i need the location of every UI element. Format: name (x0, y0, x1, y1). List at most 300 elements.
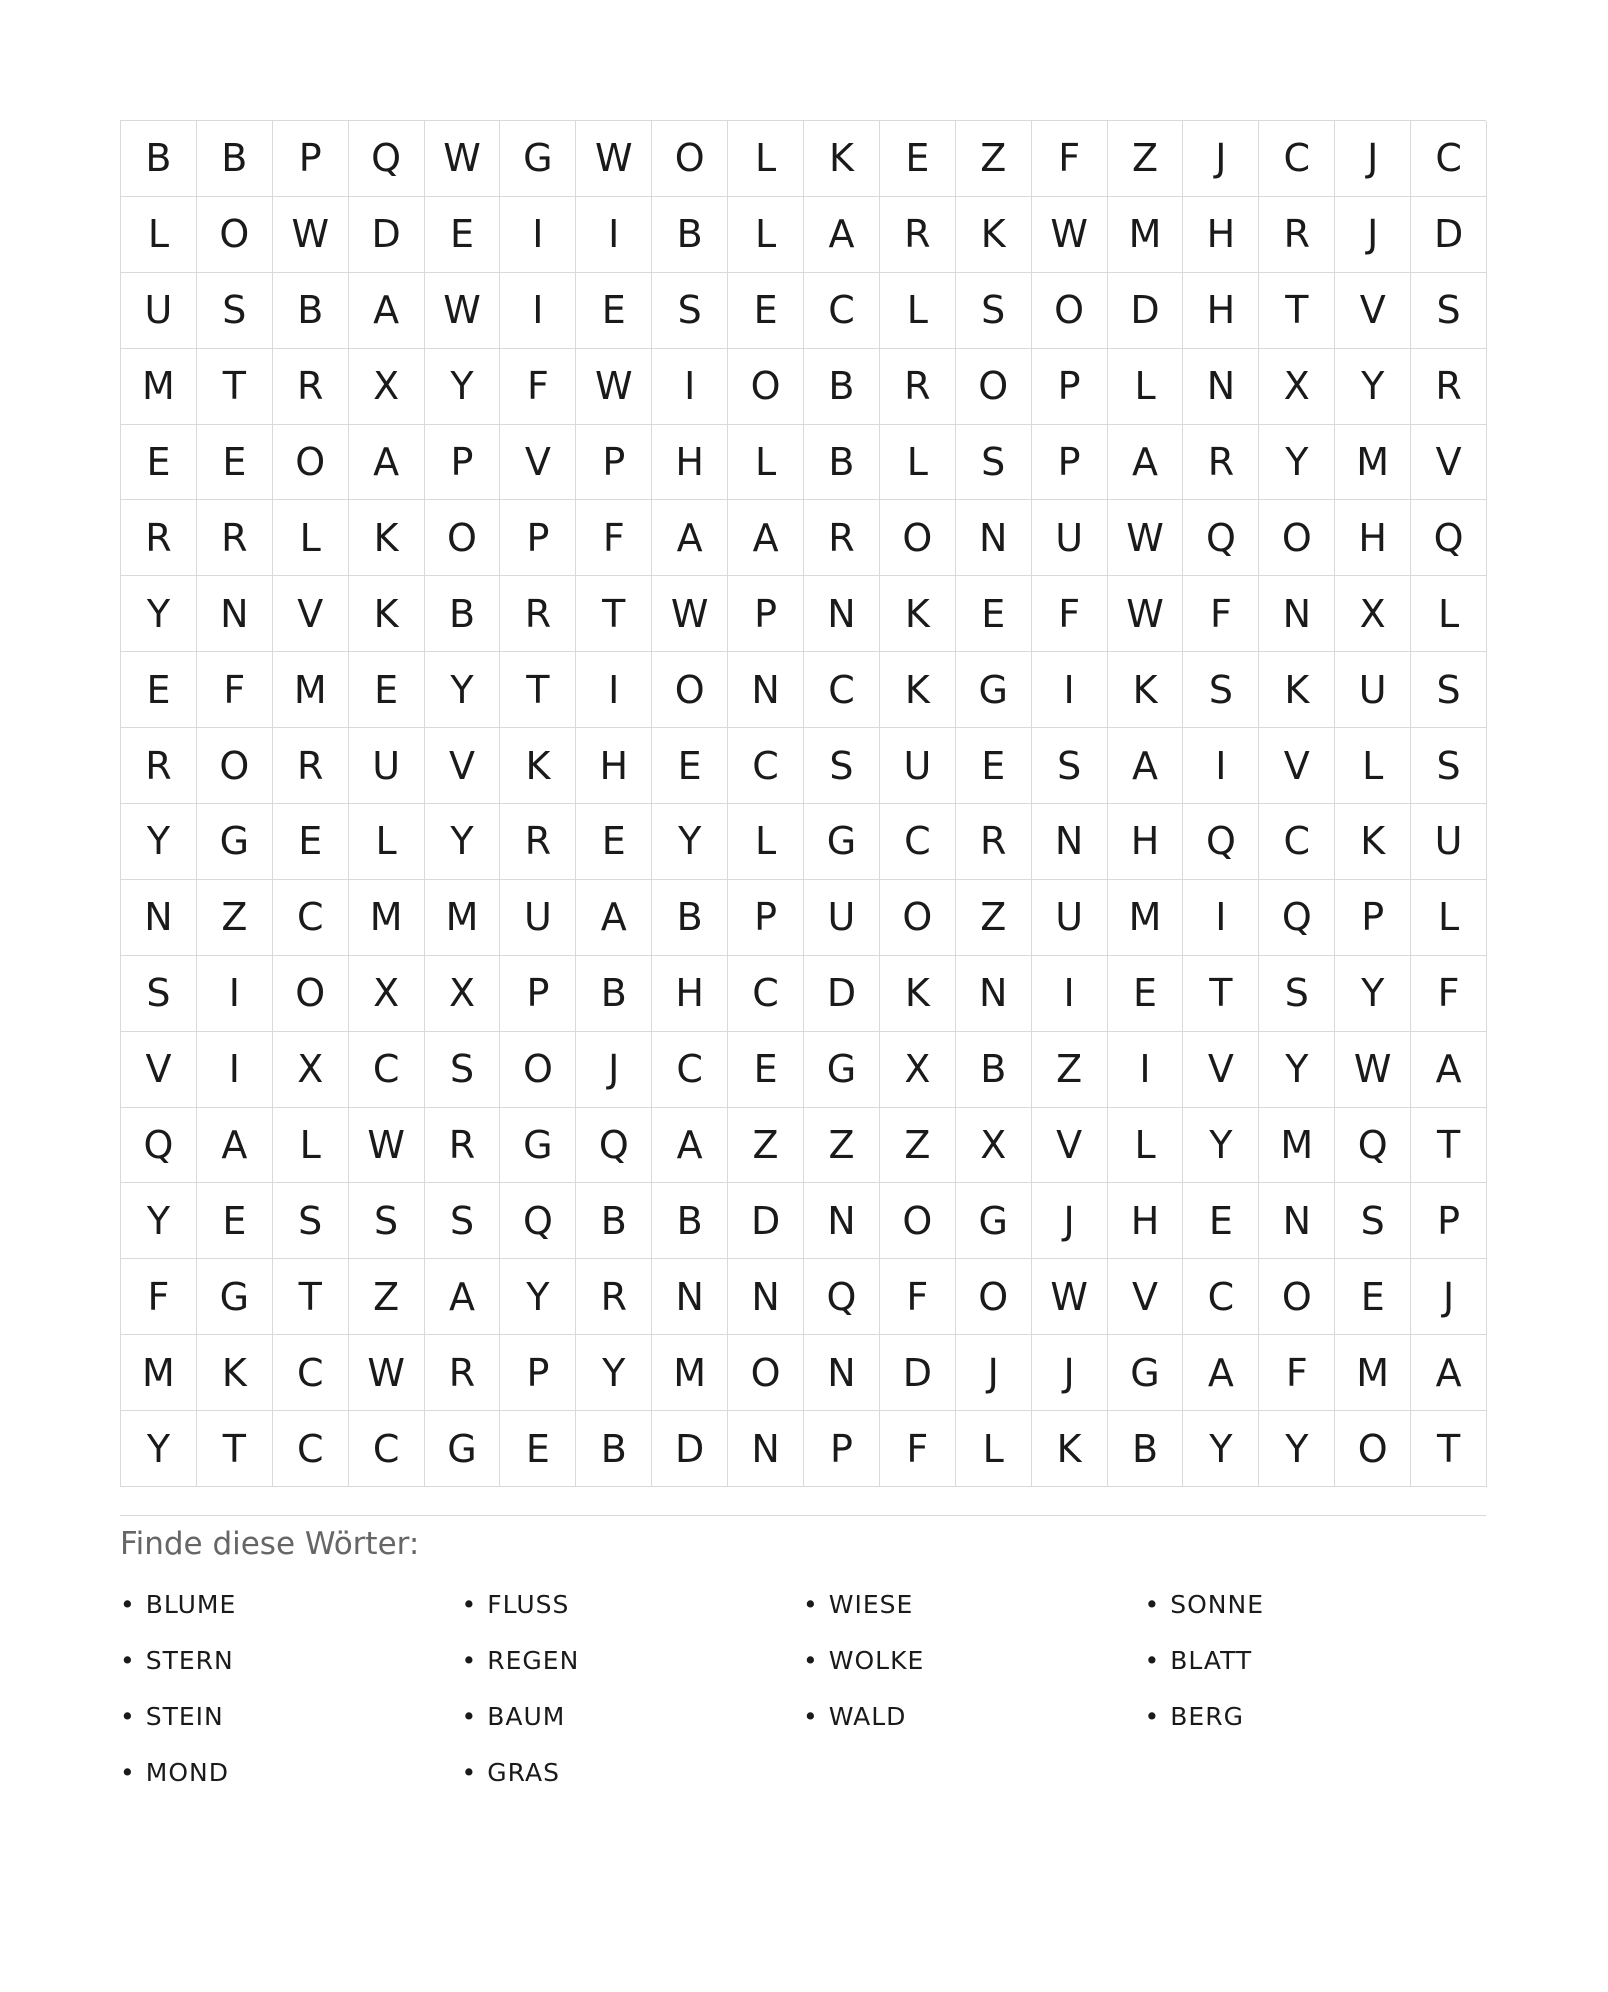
grid-cell[interactable]: L (728, 425, 804, 501)
grid-cell[interactable]: Y (121, 576, 197, 652)
grid-cell[interactable]: M (1259, 1108, 1335, 1184)
grid-cell[interactable]: W (1108, 500, 1184, 576)
grid-cell[interactable]: N (1032, 804, 1108, 880)
grid-cell[interactable]: T (576, 576, 652, 652)
grid-cell[interactable]: S (273, 1183, 349, 1259)
grid-cell[interactable]: B (576, 1411, 652, 1487)
grid-cell[interactable]: N (728, 1259, 804, 1335)
grid-cell[interactable]: R (425, 1335, 501, 1411)
grid-cell[interactable]: I (1032, 956, 1108, 1032)
grid-cell[interactable]: U (880, 728, 956, 804)
grid-cell[interactable]: D (349, 197, 425, 273)
grid-cell[interactable]: U (804, 880, 880, 956)
grid-cell[interactable]: P (500, 500, 576, 576)
grid-cell[interactable]: N (956, 500, 1032, 576)
grid-cell[interactable]: O (652, 121, 728, 197)
grid-cell[interactable]: T (1183, 956, 1259, 1032)
grid-cell[interactable]: N (728, 1411, 804, 1487)
grid-cell[interactable]: S (804, 728, 880, 804)
grid-cell[interactable]: O (197, 728, 273, 804)
grid-cell[interactable]: X (1335, 576, 1411, 652)
grid-cell[interactable]: O (500, 1032, 576, 1108)
grid-cell[interactable]: K (880, 576, 956, 652)
grid-cell[interactable]: L (1108, 349, 1184, 425)
grid-cell[interactable]: E (121, 652, 197, 728)
grid-cell[interactable]: L (1411, 880, 1487, 956)
grid-cell[interactable]: L (1108, 1108, 1184, 1184)
grid-cell[interactable]: X (956, 1108, 1032, 1184)
grid-cell[interactable]: C (1183, 1259, 1259, 1335)
grid-cell[interactable]: Z (197, 880, 273, 956)
grid-cell[interactable]: I (576, 652, 652, 728)
grid-cell[interactable]: C (1259, 121, 1335, 197)
grid-cell[interactable]: W (1032, 197, 1108, 273)
grid-cell[interactable]: B (804, 349, 880, 425)
grid-cell[interactable]: O (1259, 500, 1335, 576)
grid-cell[interactable]: L (728, 197, 804, 273)
grid-cell[interactable]: F (197, 652, 273, 728)
grid-cell[interactable]: H (1108, 1183, 1184, 1259)
grid-cell[interactable]: C (1259, 804, 1335, 880)
grid-cell[interactable]: Y (652, 804, 728, 880)
grid-cell[interactable]: M (121, 349, 197, 425)
grid-cell[interactable]: O (273, 956, 349, 1032)
grid-cell[interactable]: B (956, 1032, 1032, 1108)
grid-cell[interactable]: E (197, 425, 273, 501)
grid-cell[interactable]: K (1032, 1411, 1108, 1487)
grid-cell[interactable]: B (197, 121, 273, 197)
grid-cell[interactable]: R (1183, 425, 1259, 501)
grid-cell[interactable]: G (197, 804, 273, 880)
grid-cell[interactable]: M (1335, 1335, 1411, 1411)
grid-cell[interactable]: O (728, 349, 804, 425)
grid-cell[interactable]: O (273, 425, 349, 501)
grid-cell[interactable]: G (956, 1183, 1032, 1259)
grid-cell[interactable]: R (956, 804, 1032, 880)
grid-cell[interactable]: R (273, 728, 349, 804)
grid-cell[interactable]: F (880, 1411, 956, 1487)
grid-cell[interactable]: Z (956, 880, 1032, 956)
grid-cell[interactable]: N (804, 1335, 880, 1411)
grid-cell[interactable]: B (804, 425, 880, 501)
grid-cell[interactable]: A (1411, 1335, 1487, 1411)
grid-cell[interactable]: R (576, 1259, 652, 1335)
grid-cell[interactable]: C (273, 1335, 349, 1411)
grid-cell[interactable]: V (1108, 1259, 1184, 1335)
grid-cell[interactable]: E (576, 804, 652, 880)
grid-cell[interactable]: W (1032, 1259, 1108, 1335)
grid-cell[interactable]: P (425, 425, 501, 501)
grid-cell[interactable]: S (1411, 273, 1487, 349)
grid-cell[interactable]: Y (121, 1411, 197, 1487)
grid-cell[interactable]: K (880, 956, 956, 1032)
grid-cell[interactable]: R (880, 197, 956, 273)
grid-cell[interactable]: V (1335, 273, 1411, 349)
grid-cell[interactable]: Y (1335, 956, 1411, 1032)
grid-cell[interactable]: N (121, 880, 197, 956)
grid-cell[interactable]: E (197, 1183, 273, 1259)
grid-cell[interactable]: X (349, 349, 425, 425)
grid-cell[interactable]: S (1411, 652, 1487, 728)
grid-cell[interactable]: Y (500, 1259, 576, 1335)
grid-cell[interactable]: E (1108, 956, 1184, 1032)
grid-cell[interactable]: R (804, 500, 880, 576)
grid-cell[interactable]: S (956, 425, 1032, 501)
grid-cell[interactable]: V (1411, 425, 1487, 501)
grid-cell[interactable]: A (652, 1108, 728, 1184)
grid-cell[interactable]: R (880, 349, 956, 425)
grid-cell[interactable]: F (880, 1259, 956, 1335)
grid-cell[interactable]: E (956, 576, 1032, 652)
grid-cell[interactable]: A (349, 273, 425, 349)
grid-cell[interactable]: Q (1335, 1108, 1411, 1184)
grid-cell[interactable]: O (880, 500, 956, 576)
grid-cell[interactable]: N (1183, 349, 1259, 425)
grid-cell[interactable]: V (500, 425, 576, 501)
grid-cell[interactable]: W (652, 576, 728, 652)
grid-cell[interactable]: E (956, 728, 1032, 804)
grid-cell[interactable]: I (1032, 652, 1108, 728)
grid-cell[interactable]: W (1335, 1032, 1411, 1108)
grid-cell[interactable]: G (500, 121, 576, 197)
grid-cell[interactable]: W (576, 349, 652, 425)
grid-cell[interactable]: Y (1259, 425, 1335, 501)
grid-cell[interactable]: S (1032, 728, 1108, 804)
grid-cell[interactable]: Y (1259, 1032, 1335, 1108)
grid-cell[interactable]: H (576, 728, 652, 804)
grid-cell[interactable]: F (1183, 576, 1259, 652)
grid-cell[interactable]: G (1108, 1335, 1184, 1411)
grid-cell[interactable]: Z (1108, 121, 1184, 197)
grid-cell[interactable]: J (956, 1335, 1032, 1411)
grid-cell[interactable]: P (728, 880, 804, 956)
grid-cell[interactable]: F (576, 500, 652, 576)
grid-cell[interactable]: P (500, 1335, 576, 1411)
grid-cell[interactable]: Z (804, 1108, 880, 1184)
grid-cell[interactable]: S (349, 1183, 425, 1259)
grid-cell[interactable]: D (1411, 197, 1487, 273)
grid-cell[interactable]: B (576, 1183, 652, 1259)
grid-cell[interactable]: A (652, 500, 728, 576)
grid-cell[interactable]: T (1411, 1108, 1487, 1184)
grid-cell[interactable]: V (1259, 728, 1335, 804)
grid-cell[interactable]: D (1108, 273, 1184, 349)
grid-cell[interactable]: K (1259, 652, 1335, 728)
grid-cell[interactable]: L (728, 804, 804, 880)
grid-cell[interactable]: M (349, 880, 425, 956)
grid-cell[interactable]: X (349, 956, 425, 1032)
grid-cell[interactable]: C (273, 1411, 349, 1487)
grid-cell[interactable]: M (1335, 425, 1411, 501)
grid-cell[interactable]: G (197, 1259, 273, 1335)
grid-cell[interactable]: K (349, 576, 425, 652)
grid-cell[interactable]: Z (1032, 1032, 1108, 1108)
grid-cell[interactable]: P (1032, 425, 1108, 501)
grid-cell[interactable]: X (1259, 349, 1335, 425)
grid-cell[interactable]: R (121, 500, 197, 576)
grid-cell[interactable]: P (273, 121, 349, 197)
grid-cell[interactable]: G (804, 1032, 880, 1108)
grid-cell[interactable]: L (273, 1108, 349, 1184)
grid-cell[interactable]: Z (349, 1259, 425, 1335)
grid-cell[interactable]: A (576, 880, 652, 956)
grid-cell[interactable]: T (197, 349, 273, 425)
grid-cell[interactable]: A (728, 500, 804, 576)
grid-cell[interactable]: Z (956, 121, 1032, 197)
grid-cell[interactable]: G (500, 1108, 576, 1184)
grid-cell[interactable]: Q (1183, 500, 1259, 576)
grid-cell[interactable]: X (425, 956, 501, 1032)
grid-cell[interactable]: K (349, 500, 425, 576)
grid-cell[interactable]: I (500, 197, 576, 273)
grid-cell[interactable]: O (1259, 1259, 1335, 1335)
grid-cell[interactable]: L (121, 197, 197, 273)
grid-cell[interactable]: J (1411, 1259, 1487, 1335)
grid-cell[interactable]: H (1183, 273, 1259, 349)
grid-cell[interactable]: I (197, 956, 273, 1032)
grid-cell[interactable]: V (1183, 1032, 1259, 1108)
grid-cell[interactable]: L (1335, 728, 1411, 804)
grid-cell[interactable]: R (121, 728, 197, 804)
grid-cell[interactable]: E (728, 273, 804, 349)
grid-cell[interactable]: E (273, 804, 349, 880)
grid-cell[interactable]: T (1411, 1411, 1487, 1487)
grid-cell[interactable]: L (880, 425, 956, 501)
grid-cell[interactable]: N (956, 956, 1032, 1032)
grid-cell[interactable]: C (880, 804, 956, 880)
grid-cell[interactable]: F (121, 1259, 197, 1335)
grid-cell[interactable]: J (1335, 121, 1411, 197)
grid-cell[interactable]: Y (425, 804, 501, 880)
grid-cell[interactable]: M (121, 1335, 197, 1411)
grid-cell[interactable]: O (956, 349, 1032, 425)
grid-cell[interactable]: D (728, 1183, 804, 1259)
grid-cell[interactable]: U (121, 273, 197, 349)
grid-cell[interactable]: O (956, 1259, 1032, 1335)
grid-cell[interactable]: N (728, 652, 804, 728)
grid-cell[interactable]: W (425, 121, 501, 197)
grid-cell[interactable]: K (197, 1335, 273, 1411)
grid-cell[interactable]: P (804, 1411, 880, 1487)
grid-cell[interactable]: O (880, 880, 956, 956)
grid-cell[interactable]: N (1259, 576, 1335, 652)
grid-cell[interactable]: Y (1335, 349, 1411, 425)
grid-cell[interactable]: R (1259, 197, 1335, 273)
grid-cell[interactable]: G (956, 652, 1032, 728)
grid-cell[interactable]: D (880, 1335, 956, 1411)
grid-cell[interactable]: N (804, 576, 880, 652)
grid-cell[interactable]: W (273, 197, 349, 273)
grid-cell[interactable]: S (1259, 956, 1335, 1032)
grid-cell[interactable]: K (804, 121, 880, 197)
grid-cell[interactable]: A (1411, 1032, 1487, 1108)
grid-cell[interactable]: Y (1259, 1411, 1335, 1487)
grid-cell[interactable]: P (576, 425, 652, 501)
grid-cell[interactable]: F (1411, 956, 1487, 1032)
grid-cell[interactable]: Q (349, 121, 425, 197)
grid-cell[interactable]: Y (425, 652, 501, 728)
grid-cell[interactable]: C (652, 1032, 728, 1108)
grid-cell[interactable]: O (728, 1335, 804, 1411)
grid-cell[interactable]: U (1032, 880, 1108, 956)
grid-cell[interactable]: E (728, 1032, 804, 1108)
grid-cell[interactable]: I (500, 273, 576, 349)
grid-cell[interactable]: W (349, 1335, 425, 1411)
grid-cell[interactable]: B (652, 880, 728, 956)
grid-cell[interactable]: H (652, 956, 728, 1032)
grid-cell[interactable]: L (956, 1411, 1032, 1487)
grid-cell[interactable]: G (804, 804, 880, 880)
grid-cell[interactable]: D (804, 956, 880, 1032)
grid-cell[interactable]: E (500, 1411, 576, 1487)
grid-cell[interactable]: W (1108, 576, 1184, 652)
grid-cell[interactable]: T (1259, 273, 1335, 349)
grid-cell[interactable]: I (1183, 880, 1259, 956)
grid-cell[interactable]: H (1108, 804, 1184, 880)
grid-cell[interactable]: O (880, 1183, 956, 1259)
grid-cell[interactable]: F (1032, 121, 1108, 197)
grid-cell[interactable]: P (728, 576, 804, 652)
grid-cell[interactable]: U (1411, 804, 1487, 880)
grid-cell[interactable]: A (197, 1108, 273, 1184)
grid-cell[interactable]: M (652, 1335, 728, 1411)
grid-cell[interactable]: U (500, 880, 576, 956)
grid-cell[interactable]: L (1411, 576, 1487, 652)
grid-cell[interactable]: E (121, 425, 197, 501)
grid-cell[interactable]: S (1411, 728, 1487, 804)
grid-cell[interactable]: Q (121, 1108, 197, 1184)
grid-cell[interactable]: C (804, 652, 880, 728)
grid-cell[interactable]: V (273, 576, 349, 652)
grid-cell[interactable]: U (1335, 652, 1411, 728)
grid-cell[interactable]: R (500, 576, 576, 652)
grid-cell[interactable]: R (425, 1108, 501, 1184)
grid-cell[interactable]: K (880, 652, 956, 728)
grid-cell[interactable]: I (576, 197, 652, 273)
grid-cell[interactable]: Q (1183, 804, 1259, 880)
grid-cell[interactable]: R (1411, 349, 1487, 425)
grid-cell[interactable]: N (804, 1183, 880, 1259)
grid-cell[interactable]: Q (1411, 500, 1487, 576)
grid-cell[interactable]: K (1108, 652, 1184, 728)
grid-cell[interactable]: V (1032, 1108, 1108, 1184)
grid-cell[interactable]: Q (1259, 880, 1335, 956)
grid-cell[interactable]: E (576, 273, 652, 349)
grid-cell[interactable]: S (652, 273, 728, 349)
grid-cell[interactable]: U (1032, 500, 1108, 576)
grid-cell[interactable]: B (425, 576, 501, 652)
grid-cell[interactable]: D (652, 1411, 728, 1487)
grid-cell[interactable]: Y (1183, 1411, 1259, 1487)
grid-cell[interactable]: O (652, 652, 728, 728)
grid-cell[interactable]: A (1108, 728, 1184, 804)
grid-cell[interactable]: M (1108, 197, 1184, 273)
grid-cell[interactable]: Z (728, 1108, 804, 1184)
grid-cell[interactable]: S (1183, 652, 1259, 728)
grid-cell[interactable]: B (121, 121, 197, 197)
grid-cell[interactable]: Y (425, 349, 501, 425)
grid-cell[interactable]: C (804, 273, 880, 349)
grid-cell[interactable]: S (425, 1183, 501, 1259)
grid-cell[interactable]: J (1032, 1183, 1108, 1259)
grid-cell[interactable]: O (197, 197, 273, 273)
grid-cell[interactable]: B (1108, 1411, 1184, 1487)
grid-cell[interactable]: A (425, 1259, 501, 1335)
grid-cell[interactable]: E (349, 652, 425, 728)
grid-cell[interactable]: W (576, 121, 652, 197)
grid-cell[interactable]: G (425, 1411, 501, 1487)
grid-cell[interactable]: S (1335, 1183, 1411, 1259)
grid-cell[interactable]: P (1032, 349, 1108, 425)
grid-cell[interactable]: A (1183, 1335, 1259, 1411)
grid-cell[interactable]: Y (576, 1335, 652, 1411)
grid-cell[interactable]: T (500, 652, 576, 728)
grid-cell[interactable]: E (1335, 1259, 1411, 1335)
grid-cell[interactable]: A (804, 197, 880, 273)
grid-cell[interactable]: H (1335, 500, 1411, 576)
grid-cell[interactable]: C (728, 728, 804, 804)
grid-cell[interactable]: Q (804, 1259, 880, 1335)
grid-cell[interactable]: W (349, 1108, 425, 1184)
grid-cell[interactable]: F (1032, 576, 1108, 652)
grid-cell[interactable]: E (652, 728, 728, 804)
grid-cell[interactable]: C (273, 880, 349, 956)
grid-cell[interactable]: I (1108, 1032, 1184, 1108)
grid-cell[interactable]: O (425, 500, 501, 576)
grid-cell[interactable]: Q (576, 1108, 652, 1184)
grid-cell[interactable]: J (1335, 197, 1411, 273)
grid-cell[interactable]: R (197, 500, 273, 576)
grid-cell[interactable]: O (1335, 1411, 1411, 1487)
grid-cell[interactable]: O (1032, 273, 1108, 349)
grid-cell[interactable]: S (956, 273, 1032, 349)
grid-cell[interactable]: E (880, 121, 956, 197)
grid-cell[interactable]: S (425, 1032, 501, 1108)
grid-cell[interactable]: B (576, 956, 652, 1032)
grid-cell[interactable]: L (728, 121, 804, 197)
grid-cell[interactable]: W (425, 273, 501, 349)
grid-cell[interactable]: B (652, 1183, 728, 1259)
grid-cell[interactable]: M (273, 652, 349, 728)
grid-cell[interactable]: P (500, 956, 576, 1032)
grid-cell[interactable]: X (273, 1032, 349, 1108)
grid-cell[interactable]: B (652, 197, 728, 273)
grid-cell[interactable]: K (1335, 804, 1411, 880)
grid-cell[interactable]: V (121, 1032, 197, 1108)
grid-cell[interactable]: J (576, 1032, 652, 1108)
grid-cell[interactable]: A (349, 425, 425, 501)
grid-cell[interactable]: K (956, 197, 1032, 273)
grid-cell[interactable]: I (197, 1032, 273, 1108)
grid-cell[interactable]: B (273, 273, 349, 349)
grid-cell[interactable]: Y (1183, 1108, 1259, 1184)
grid-cell[interactable]: L (349, 804, 425, 880)
grid-cell[interactable]: U (349, 728, 425, 804)
grid-cell[interactable]: F (1259, 1335, 1335, 1411)
grid-cell[interactable]: I (1183, 728, 1259, 804)
grid-cell[interactable]: K (500, 728, 576, 804)
grid-cell[interactable]: Y (121, 1183, 197, 1259)
grid-cell[interactable]: E (425, 197, 501, 273)
grid-cell[interactable]: J (1183, 121, 1259, 197)
grid-cell[interactable]: H (652, 425, 728, 501)
grid-cell[interactable]: C (349, 1411, 425, 1487)
grid-cell[interactable]: T (273, 1259, 349, 1335)
grid-cell[interactable]: X (880, 1032, 956, 1108)
grid-cell[interactable]: F (500, 349, 576, 425)
grid-cell[interactable]: L (880, 273, 956, 349)
grid-cell[interactable]: N (1259, 1183, 1335, 1259)
